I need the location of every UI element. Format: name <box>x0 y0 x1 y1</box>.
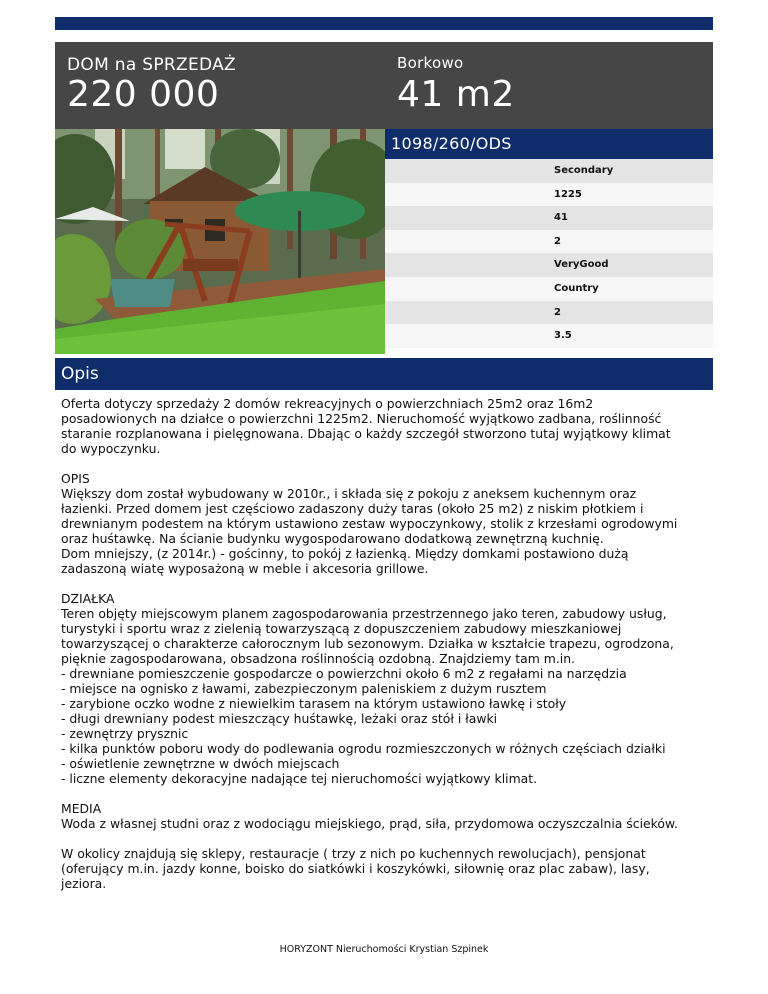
property-photo <box>55 129 385 354</box>
detail-row: Country <box>385 277 713 301</box>
detail-row: 2 <box>385 230 713 254</box>
details-table <box>385 159 713 348</box>
location-label: Borkowo <box>397 54 464 72</box>
footer-agency: HORYZONT Nieruchomości Krystian Szpinek <box>279 944 489 955</box>
detail-row: Secondary <box>385 159 713 183</box>
detail-row: VeryGood <box>385 253 713 277</box>
detail-row: 41 <box>385 206 713 230</box>
reference-number: 1098/260/ODS <box>391 134 512 153</box>
area-value: 41 m2 <box>397 74 515 115</box>
property-type-label: DOM na SPRZEDAŻ <box>67 55 236 75</box>
listing-header <box>55 42 713 129</box>
section-title: Opis <box>61 364 99 384</box>
detail-row: 1225 <box>385 183 713 207</box>
top-accent-bar <box>55 17 713 30</box>
reference-bar <box>385 129 713 159</box>
detail-row: 2 <box>385 301 713 325</box>
price-value: 220 000 <box>67 74 220 115</box>
description-section-header <box>55 358 713 390</box>
detail-row: 3.5 <box>385 324 713 348</box>
description-text: Oferta dotyczy sprzedaży 2 domów rekreacyjnych o powierzchniach 25m2 oraz 16m2 posadowionych na działce o powierzchni 1225m2. Nieruchomość wyjątkowo zadbana, roślinność staranie rozplanowana i pielęgnowana. Dbając o każdy szczegół stworzono tutaj wyjątkowy klimat do wypoczynku. OPIS Większy dom został wybudowany w 2010r., i składa się z pokoju z aneksem kuchennym oraz łazienki. Przed domem jest częściowo zadaszony duży taras (około 25 m2) z niskim płotkiem i drewnianym podestem na którym ustawiono zestaw wypoczynkowy, stolik z krzesłami ogrodowymi oraz huśtawkę. Na ścianie budynku wygospodarowano dodatkową zewnętrzną kuchnię. Dom mniejszy, (z 2014r.) - gościnny, to pokój z łazienką. Między domkami postawiono dużą zadaszoną wiatę wyposażoną w meble i akcesoria grillowe. DZIAŁKA Teren objęty miejscowym planem zagospodarowania przestrzennego jako teren, zabudowy usług, turystyki i sportu wraz z zielenią towarzyszącą z dopuszczeniem zabudowy mieszkaniowej towarzyszącej o charakterze całorocznym lub sezonowym. Działka w kształcie trapezu, ogrodzona, pięknie zagospodarowana, obsadzona roślinnością ozdobną. Znajdziemy tam m.in. - drewniane pomieszczenie gospodarcze o powierzchni około 6 m2 z regałami na narzędzia - miejsce na ognisko z ławami, zabezpieczonym paleniskiem z dużym rusztem - zarybione oczko wodne z niewielkim tarasem na którym ustawiono ławkę i stoły - długi drewniany podest mieszczący huśtawkę, leżaki oraz stół i ławki - zewnętrzy prysznic - kilka punktów poboru wody do podlewania ogrodu rozmieszczonych w różnych częściach działki - oświetlenie zewnętrzne w dwóch miejscach - liczne elementy dekoracyjne nadające tej nieruchomości wyjątkowy klimat. MEDIA Woda z własnej studni oraz z wodociągu miejskiego, prąd, siła, przydomowa oczyszczalnia ścieków. W okolicy znajdują się sklepy, restauracje ( trzy z nich po kuchennych rewolucjach), pensjonat (oferujący m.in. jazdy konne, boisko do siatkówki i koszykówki, siłownię oraz plac zabaw), lasy, jeziora. <box>61 396 678 891</box>
